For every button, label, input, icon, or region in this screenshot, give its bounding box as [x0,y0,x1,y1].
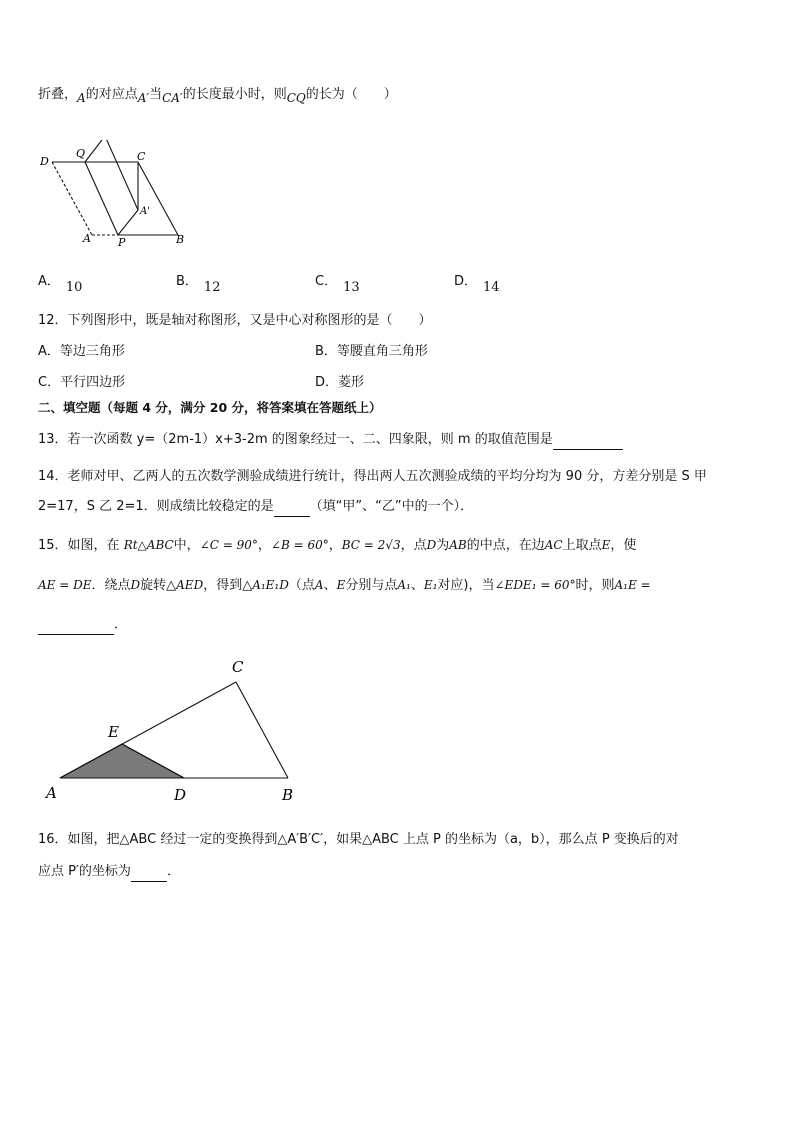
q15-label-e: E [108,723,119,741]
q11-text-4: 的长度最小时，则 [182,87,287,102]
q11-label-q: Q [76,147,86,160]
q11-figure [30,140,200,255]
q15-line3 [38,615,127,635]
q15-t: （点 [288,578,315,593]
q15-t: ， [257,538,271,553]
q14-line2 [38,497,473,517]
q12-option-a[interactable]: A．等边三角形 [38,344,125,359]
q15-t: 为 [436,538,450,553]
section-title: 二、填空题（每题 4 分，满分 20 分，将答案填在答题纸上） [38,400,382,415]
option-value: 14 [483,280,500,295]
option-value: 10 [65,280,83,295]
q15-label-c: C [232,658,244,676]
q11-label-d: D [40,155,49,168]
q15-t: ，点 [400,538,427,553]
q11-stem [38,84,397,105]
q15-math-a: A [314,578,324,592]
q15-t: ． [114,617,128,632]
q11-label-a: A [83,232,91,245]
q15-t: 15．如图，在 [38,538,120,553]
q11-var-cap: CA′ [162,91,183,105]
q15-t: 上取点 [562,538,602,553]
q15-t: ，得到△ [203,578,253,593]
q15-label-a: A [46,784,57,802]
q14-text-a: 2=17，S 乙 2=1．则成绩比较稳定的是 [38,499,274,514]
q11-option-d[interactable] [454,272,500,295]
q15-math-ab: AB [449,538,467,552]
q15-math-rt: Rt△ABC [123,538,174,552]
q15-line1 [38,535,636,556]
q15-math-d2: D [130,578,141,592]
q15-t: ．绕点 [91,578,131,593]
q14-line1: 14．老师对甲、乙两人的五次数学测验成绩进行统计，得出两人五次测验成绩的平均分均为 90 分，方差分别是 S 甲 [38,469,707,484]
q15-t: 、 [410,578,424,593]
q11-var-cq: CQ [286,91,306,105]
q15-math-aede: AE = DE [38,578,92,592]
q15-line2 [38,575,651,596]
q15-label-d: D [174,786,187,804]
q11-label-p: P [118,236,126,249]
q15-label-b: B [282,786,294,804]
q11-var-ap: A′ [137,91,150,105]
q15-math-ac: AC [544,538,563,552]
q16-text-b: ． [166,864,180,879]
q11-label-ap: A' [140,206,150,217]
q15-math-e: E [601,538,611,552]
q11-text-1: 折叠， [38,87,78,102]
q11-text-3: 当 [149,87,163,102]
option-letter: C． [315,274,338,289]
q15-t: ，使 [610,538,637,553]
q14-answer-blank[interactable] [274,502,310,517]
q15-math-a1e1d: A₁E₁D [252,578,289,592]
option-value: 12 [203,280,221,295]
q13-text: 13．若一次函数 y=（2m-1）x+3-2m 的图象经过一、二、四象限，则 m 的取值范围是 [38,432,553,447]
q15-t: 中， [173,538,200,553]
q11-label-b: B [176,233,185,246]
q15-math-d: D [426,538,437,552]
q16-text-a: 应点 P′的坐标为 [38,864,131,879]
q11-label-c: C [137,150,146,163]
option-letter: B． [176,274,198,289]
q15-math-aed: AED [176,578,204,592]
q15-math-bc: BC = 2√3 [341,538,401,552]
q15-math-a1e: A₁E = [614,578,651,592]
q15-math-a1: A₁ [397,578,411,592]
q12-option-b[interactable]: B．等腰直角三角形 [315,344,428,359]
q15-t: 时，则 [575,578,615,593]
q15-math-e2: E [336,578,346,592]
option-letter: D． [454,274,478,289]
q16-answer-blank[interactable] [131,867,167,882]
q15-answer-blank[interactable] [38,620,114,635]
q15-math-angb: ∠B = 60° [270,538,329,552]
q11-text-5: 的长为（ ） [305,87,397,102]
q15-math-angc: ∠C = 90° [199,538,258,552]
q12-stem: 12．下列图形中，既是轴对称图形，又是中心对称图形的是（ ） [38,313,432,328]
q15-t: 旋转△ [140,578,177,593]
q15-t: ， [328,538,342,553]
q13-answer-blank[interactable] [553,435,623,450]
q15-math-e1: E₁ [423,578,438,592]
q15-t: 分别与点 [345,578,398,593]
q15-figure [40,652,310,812]
q16-line2 [38,862,180,882]
q11-option-a[interactable] [38,272,83,295]
q11-text-2: 的对应点 [85,87,138,102]
option-letter: A． [38,274,60,289]
q15-t: 对应)，当 [437,578,495,593]
q15-math-angede1: ∠EDE₁ = 60° [494,578,576,592]
q13-stem [38,430,623,450]
q12-option-c[interactable]: C．平行四边形 [38,375,126,390]
q16-line1: 16．如图，把△ABC 经过一定的变换得到△A′B′C′，如果△ABC 上点 P 的坐标为（a，b），那么点 P 变换后的对 [38,832,679,847]
option-value: 13 [343,280,360,295]
q12-option-d[interactable]: D．菱形 [315,375,365,390]
q14-text-b: （填“甲”、“乙”中的一个）． [309,499,474,514]
q11-var-a: A [77,91,86,105]
q11-option-c[interactable] [315,272,360,295]
q11-option-b[interactable] [176,272,221,295]
q15-t: 的中点，在边 [466,538,545,553]
q15-t: 、 [323,578,337,593]
